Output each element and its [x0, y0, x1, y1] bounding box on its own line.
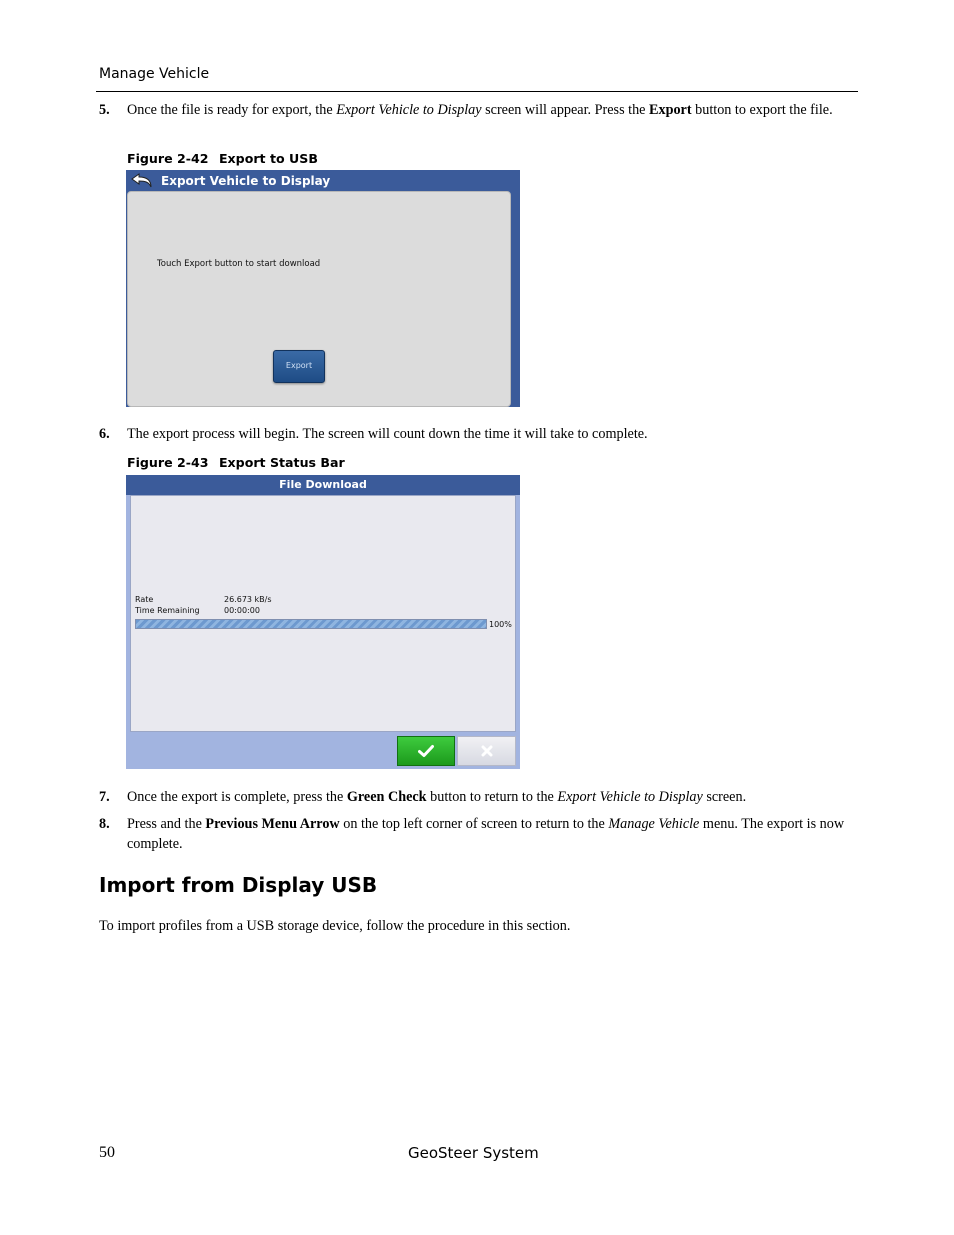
- text-run: Once the file is ready for export, the: [127, 102, 337, 118]
- italic-term: Manage Vehicle: [608, 816, 700, 832]
- section-intro: To import profiles from a USB storage device, follow the procedure in this section.: [99, 918, 571, 934]
- progress-bar: [135, 619, 487, 629]
- text-run: menu. The export is now complete.: [127, 816, 845, 852]
- bold-term: Green Check: [346, 789, 427, 805]
- text-run: screen will appear. Press the: [481, 102, 650, 118]
- step-text: [127, 101, 859, 121]
- section-heading: Import from Display USB: [99, 873, 378, 897]
- rate-label: Rate: [135, 595, 154, 604]
- text-run: button to return to the: [426, 789, 558, 805]
- step-7: [99, 788, 859, 808]
- step-8: [99, 815, 859, 854]
- italic-term: Export Vehicle to Display: [336, 102, 482, 118]
- screen-title: File Download: [126, 475, 520, 495]
- bold-term: Export: [649, 102, 692, 118]
- screen-titlebar: [126, 170, 520, 191]
- step-text: [127, 788, 859, 808]
- step-text: [127, 425, 859, 445]
- text-run: The export process will begin. The screen will count down the time it will take to complete.: [127, 426, 648, 442]
- step-number: 6.: [99, 426, 110, 442]
- screen-panel: [127, 191, 511, 407]
- text-run: Once the export is complete, press the: [127, 789, 347, 805]
- figure-caption-status-bar: [127, 455, 345, 470]
- text-run: on the top left corner of screen to return to the: [339, 816, 609, 832]
- step-text: [127, 815, 859, 854]
- download-panel: [130, 495, 516, 732]
- cancel-button[interactable]: [457, 736, 516, 766]
- figure-label: Figure 2-42: [127, 151, 209, 166]
- progress-percent: 100%: [489, 620, 512, 629]
- instruction-message: Touch Export button to start download: [157, 259, 321, 269]
- rate-value: 26.673 kB/s: [224, 595, 272, 604]
- check-icon: [418, 745, 434, 758]
- figure-caption-export-usb: [127, 151, 318, 166]
- progress-fill: [136, 620, 486, 628]
- close-icon: [481, 745, 493, 757]
- text-run: button to export the file.: [691, 102, 833, 118]
- italic-term: Export Vehicle to Display: [557, 789, 703, 805]
- header-section-title: Manage Vehicle: [99, 66, 210, 82]
- step-number: 8.: [99, 816, 110, 832]
- figure-title: Export to USB: [218, 151, 318, 166]
- file-download-screen: [126, 475, 520, 769]
- text-run: Press and the: [127, 816, 206, 832]
- step-number: 7.: [99, 789, 110, 805]
- green-check-button[interactable]: [397, 736, 455, 766]
- export-vehicle-screen: [126, 170, 520, 407]
- header-rule: [96, 91, 858, 92]
- figure-label: Figure 2-43: [127, 455, 209, 470]
- step-number: 5.: [99, 102, 110, 118]
- text-run: screen.: [702, 789, 747, 805]
- time-remaining-label: Time Remaining: [135, 606, 200, 615]
- step-6: [99, 425, 859, 445]
- previous-menu-arrow-icon[interactable]: [130, 172, 154, 189]
- step-5: [99, 101, 859, 121]
- bold-term: Previous Menu Arrow: [205, 816, 340, 832]
- screen-title: Export Vehicle to Display: [161, 174, 331, 188]
- figure-title: Export Status Bar: [218, 455, 345, 470]
- export-button[interactable]: Export: [273, 350, 325, 383]
- page-number: 50: [99, 1144, 115, 1161]
- time-remaining-value: 00:00:00: [224, 606, 260, 615]
- footer-title: GeoSteer System: [408, 1144, 539, 1162]
